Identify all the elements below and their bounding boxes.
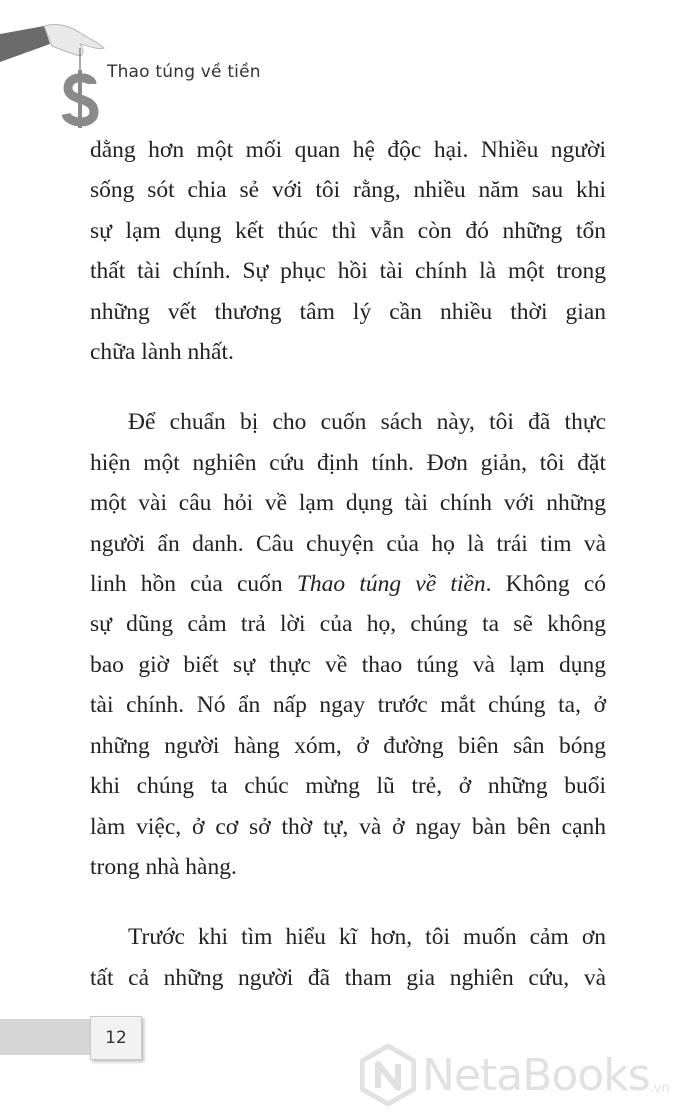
text-line: hiện một nghiên cứu định tính. Đơn giản, tôi đặt [90, 449, 606, 476]
text-line-with-title [90, 564, 606, 604]
dollar-icon [66, 70, 94, 128]
text-line: chữa lành nhất. [90, 339, 234, 366]
netabooks-logo-icon [360, 1044, 416, 1106]
watermark-brand: NetaBooks [422, 1049, 650, 1101]
text-line: tài chính. Nó ẩn nấp ngay trước mắt chúng ta, ở [90, 692, 606, 719]
sleeve-shape [0, 26, 50, 62]
text-line: người ẩn danh. Câu chuyện của họ là trái tim và [90, 530, 606, 557]
text-line: Trước khi tìm hiểu kĩ hơn, tôi muốn cảm ơn [128, 924, 606, 951]
text-line: sự lạm dụng kết thúc thì vẫn còn đó những tổn [90, 217, 606, 244]
header-illustration [0, 0, 120, 130]
running-header-title: Thao túng về tiền [107, 62, 261, 82]
footer-bar [0, 1019, 90, 1055]
paragraph-1 [90, 130, 606, 372]
text-line: những người hàng xóm, ở đường biên sân bóng [90, 732, 606, 759]
watermark-suffix: .vn [649, 1081, 670, 1096]
text-line: tất cả những người đã tham gia nghiên cứu, và [90, 964, 606, 991]
paragraph-3 [90, 917, 606, 998]
text-line: bao giờ biết sự thực về thao túng và lạm dụng [90, 651, 606, 678]
hand-icon [44, 24, 104, 56]
page-number: 12 [90, 1016, 142, 1060]
text-line: khi chúng ta chúc mừng lũ trẻ, ở những buổi [90, 773, 606, 800]
watermark [360, 1040, 690, 1110]
text-line: trong nhà hàng. [90, 853, 237, 880]
text-line: sống sót chia sẻ với tôi rằng, nhiều năm sau khi [90, 177, 606, 204]
page-body [90, 130, 606, 998]
text-line: những vết thương tâm lý cần nhiều thời gian [90, 298, 606, 325]
text-line: làm việc, ở cơ sở thờ tự, và ở ngay bàn bên cạnh [90, 813, 606, 840]
paragraph-2 [90, 402, 606, 887]
text-fragment: . Không có [485, 571, 607, 598]
text-line: một vài câu hỏi về lạm dụng tài chính với những [90, 490, 606, 517]
text-line: thất tài chính. Sự phục hồi tài chính là một trong [90, 258, 606, 285]
text-line: dằng hơn một mối quan hệ độc hại. Nhiều người [90, 137, 606, 163]
text-line: sự dũng cảm trả lời của họ, chúng ta sẽ không [90, 611, 606, 638]
book-title: Thao túng về tiền [296, 571, 486, 598]
text-fragment: linh hồn của cuốn [90, 571, 297, 598]
text-line: Để chuẩn bị cho cuốn sách này, tôi đã thực [128, 409, 606, 436]
